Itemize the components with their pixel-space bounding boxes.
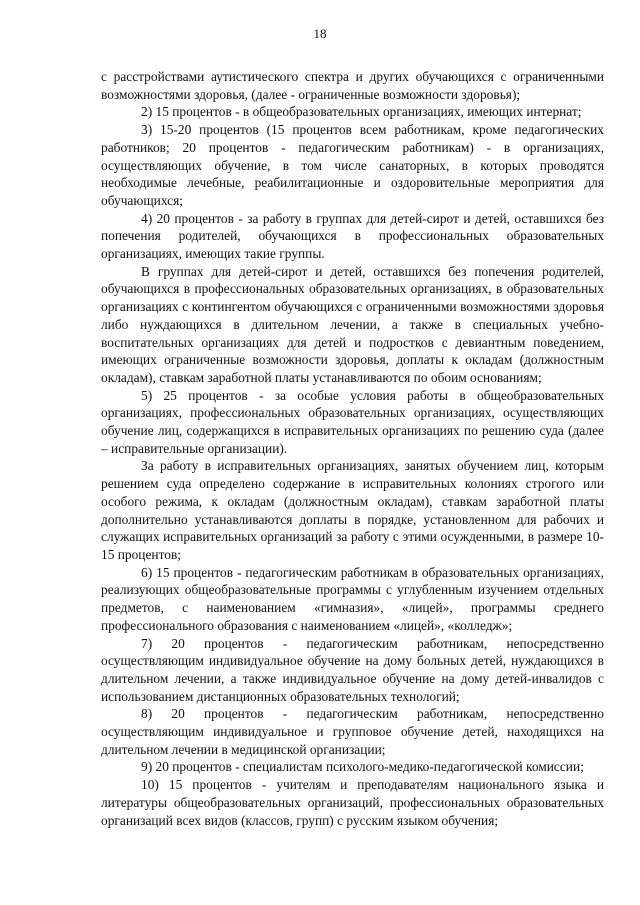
paragraph-item-10: 10) 15 процентов - учителям и преподавателям национального языка и литературы общеобразовательных организаций, профессиональных образовательных организаций всех видов (классов, групп) с русским языком обучения;: [101, 777, 604, 828]
document-body: [101, 68, 604, 829]
page-number: 18: [313, 26, 327, 41]
paragraph-correctional: За работу в исправительных организациях, занятых обучением лиц, которым решением суда определено содержание в исправительных колониях строгого или особого режима, к окладам (должностным окладам), ставкам заработной платы дополнительно устанавливаются доплаты в порядке, установленном для рабочих и служащих исправительных организаций за работу с этими осужденными, в размере 10-15 процентов;: [101, 458, 604, 562]
paragraph-item-9: 9) 20 процентов - специалистам психолого-медико-педагогической комиссии;: [141, 759, 584, 775]
paragraph-continuation: с расстройствами аутистического спектра и других обучающихся с ограниченными возможностями здоровья, (далее - ограниченные возможности здоровья);: [101, 69, 604, 102]
paragraph-item-8: 8) 20 процентов - педагогическим работникам, непосредственно осуществляющим индивидуальное и групповое обучение детей, находящихся на длительном лечении в медицинской организации;: [101, 706, 604, 757]
paragraph-item-2: 2) 15 процентов - в общеобразовательных организациях, имеющих интернат;: [141, 104, 582, 120]
paragraph-item-4: 4) 20 процентов - за работу в группах для детей-сирот и детей, оставшихся без попечения родителей, обучающихся в профессиональных образовательных организациях, имеющих такие группы.: [101, 210, 604, 262]
paragraph-orphan-groups: В группах для детей-сирот и детей, оставшихся без попечения родителей, обучающихся в профессиональных образовательных организациях, в образовательных организациях с контингентом обучающихся с ограниченными возможностями здоровья либо нуждающихся в длительном лечении, а также в специальных учебно-воспитательных организациях для детей и подростков с девиантным поведением, имеющих ограниченные возможности здоровья, доплаты к окладам (должностным окладам), ставкам заработной платы устанавливаются по обоим основаниям;: [101, 263, 604, 385]
paragraph-item-3: 3) 15-20 процентов (15 процентов всем работникам, кроме педагогических работников; 20 процентов - педагогическим работникам) - в организациях, осуществляющих обучение, в том числе санаторных, в которых проводятся необходимые лечебные, реабилитационные и оздоровительные мероприятия для обучающихся;: [101, 122, 604, 208]
paragraph-item-7: 7) 20 процентов - педагогическим работникам, непосредственно осуществляющим индивидуальное обучение на дому больных детей, нуждающихся в длительном лечении, а также индивидуальное обучение на дому детей-инвалидов с использованием дистанционных образовательных технологий;: [101, 635, 604, 704]
paragraph-item-6: 6) 15 процентов - педагогическим работникам в образовательных организациях, реализующих общеобразовательные программы с углубленным изучением отдельных предметов, с наименованием «гимназия», «лицей», программы среднего профессионального образования с наименованием «лицей», «колледж»;: [101, 564, 604, 633]
paragraph-item-5: 5) 25 процентов - за особые условия работы в общеобразовательных организациях, профессиональных образовательных организациях, осуществляющих обучение лиц, содержащихся в исправительных организациях по решению суда (далее – исправительные организации).: [101, 387, 604, 456]
